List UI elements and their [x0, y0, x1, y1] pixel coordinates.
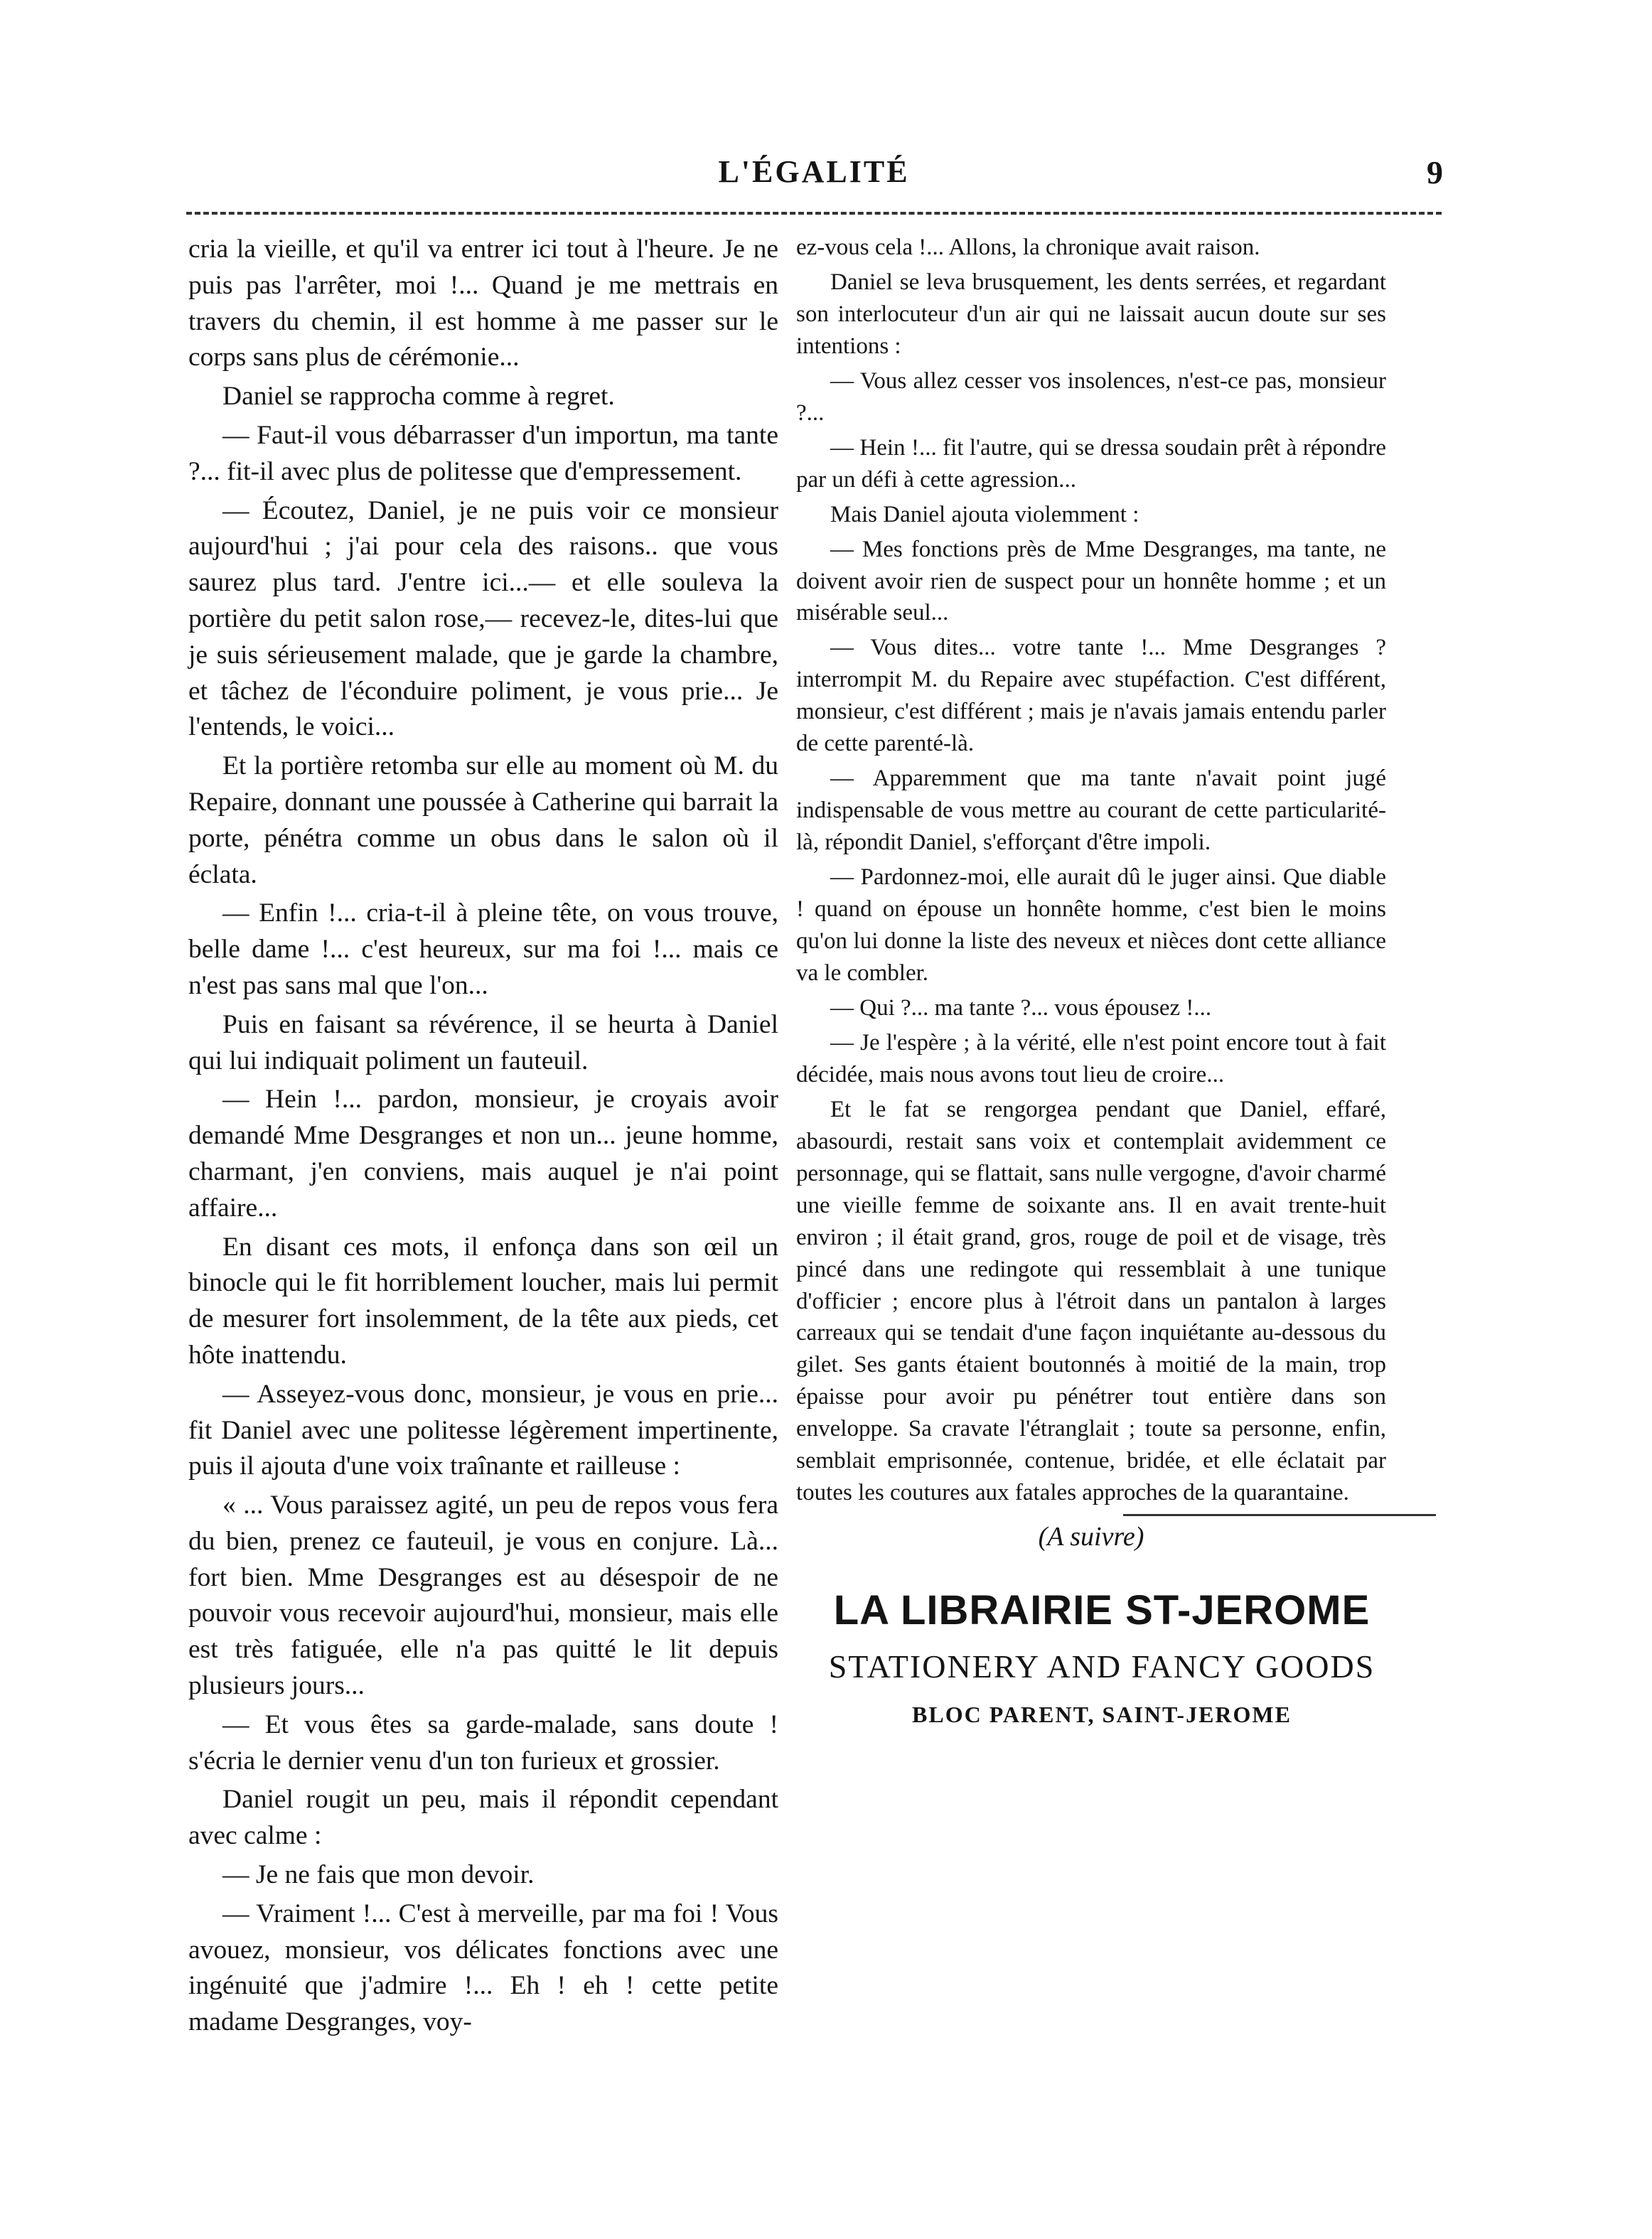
paragraph: — Vraiment !... C'est à merveille, par ma foi ! Vous avouez, monsieur, vos délicates fonctions avec une ingénuité que j'admire !... Eh ! eh ! cette petite madame Desgranges, voy- — [188, 1899, 778, 2037]
paragraph: cria la vieille, et qu'il va entrer ici tout à l'heure. Je ne puis pas l'arrêter, moi !... Quand je me mettrais en travers du chemin, il est homme à me passer sur le corps sans plus de cérémonie... — [188, 235, 778, 372]
paragraph: — Vous dites... votre tante !... Mme Desgranges ? interrompit M. du Repaire avec stupéfaction. C'est différent, monsieur, c'est différent ; mais je n'avais jamais entendu parler de cette parenté-là. — [796, 635, 1386, 757]
paragraph: — Je l'espère ; à la vérité, elle n'est point encore tout à fait décidée, mais nous avons tout lieu de croire... — [796, 1029, 1386, 1088]
paragraph: — Vous allez cesser vos insolences, n'est-ce pas, monsieur ?... — [796, 367, 1386, 426]
ad-tagline: STATIONERY AND FANCY GOODS — [828, 1648, 1375, 1685]
page-number: 9 — [1427, 154, 1443, 190]
paragraph: ez-vous cela !... Allons, la chronique avait raison. — [796, 235, 1260, 260]
paragraph: — Écoutez, Daniel, je ne puis voir ce monsieur aujourd'hui ; j'ai pour cela des raisons.. que vous saurez plus tard. J'entre ici...— et elle souleva la portière du petit salon rose,— recevez-le, dites-lui que je suis sérieusement malade, que je garde la chambre, et tâchez de l'éconduire poliment, je vous prie... Je l'entends, le voici... — [188, 495, 778, 742]
newspaper-title: L'ÉGALITÉ — [718, 154, 910, 189]
paragraph: — Asseyez-vous donc, monsieur, je vous en prie... fit Daniel avec une politesse légèrement impertinente, puis il ajouta d'une voix traînante et railleuse : — [188, 1379, 778, 1481]
paragraph: Et le fat se rengorgea pendant que Daniel, effaré, abasourdi, restait sans voix et contemplait avidemment ce personnage, qui se flattait, sans nulle vergogne, d'avoir charmé une vieille femme de soixante ans. Il en avait trente-huit environ ; il était grand, gros, rouge de poil et de visage, très pincé dans une redingote qui ressemblait à une tunique d'officier ; encore plus à l'étroit dans un pantalon à larges carreaux qui se tendait d'une façon inquiétante au-dessous du gilet. Ses gants étaient boutonnés à moitié de la main, trop épaisse pour avoir pu pénétrer tout entière dans son enveloppe. Sa cravate l'étranglait ; toute sa personne, enfin, semblait emprisonnée, contenue, bridée, et elle éclatait par toutes les coutures aux fatales approches de la quarantaine. — [796, 1096, 1386, 1506]
page-header — [185, 154, 1443, 203]
right-column — [796, 232, 1386, 1509]
ad-store-name: LA LIBRAIRIE ST-JEROME — [833, 1587, 1371, 1633]
end-rule — [1123, 1514, 1436, 1516]
header-rule — [186, 212, 1442, 215]
paragraph: En disant ces mots, il enfonça dans son œil un binocle qui le fit horriblement loucher, mais lui permit de mesurer fort insolemment, de la tête aux pieds, cet hôte inattendu. — [188, 1232, 778, 1370]
paragraph: — Hein !... fit l'autre, qui se dressa soudain prêt à répondre par un défi à cette agression... — [796, 434, 1386, 493]
paragraph: Daniel rougit un peu, mais il répondit cependant avec calme : — [188, 1785, 778, 1851]
paragraph: « ... Vous paraissez agité, un peu de repos vous fera du bien, prenez ce fauteuil, je vous en conjure. Là... fort bien. Mme Desgranges est au désespoir de ne pouvoir vous recevoir aujourd'hui, monsieur, mais elle est très fatiguée, elle n'a pas quitté le lit depuis plusieurs jours... — [188, 1491, 778, 1701]
paragraph: Daniel se leva brusquement, les dents serrées, et regardant son interlocuteur d'un air qui ne laissait aucun doute sur ses intentions : — [796, 269, 1386, 359]
to-be-continued: (A suivre) — [1038, 1522, 1144, 1552]
paragraph: — Mes fonctions près de Mme Desgranges, ma tante, ne doivent avoir rien de suspect pour un honnête homme ; et un misérable seul... — [796, 536, 1386, 626]
paragraph: — Et vous êtes sa garde-malade, sans doute ! s'écria le dernier venu d'un ton furieux et grossier. — [188, 1709, 778, 1776]
ad-address: BLOC PARENT, SAINT-JEROME — [912, 1702, 1292, 1727]
paragraph: — Pardonnez-moi, elle aurait dû le juger ainsi. Que diable ! quand on épouse un honnête homme, c'est bien le moins qu'on lui donne la liste des neveux et nièces dont cette alliance va le combler. — [796, 864, 1386, 986]
paragraph: Daniel se rapprocha comme à regret. — [222, 382, 615, 412]
paragraph: Mais Daniel ajouta violemment : — [830, 501, 1139, 527]
left-column — [188, 232, 778, 2041]
paragraph: Et la portière retomba sur elle au moment où M. du Repaire, donnant une poussée à Catherine qui barrait la porte, pénétra comme un obus dans le salon où il éclata. — [188, 751, 778, 889]
paragraph: — Qui ?... ma tante ?... vous épousez !... — [830, 994, 1212, 1021]
paragraph: — Apparemment que ma tante n'avait point jugé indispensable de vous mettre au courant de cette particularité-là, répondit Daniel, s'efforçant d'être impoli. — [796, 766, 1386, 856]
paragraph: — Je ne fais que mon devoir. — [222, 1860, 535, 1890]
paragraph: Puis en faisant sa révérence, il se heurta à Daniel qui lui indiquait poliment un fauteuil. — [188, 1009, 778, 1075]
paragraph: — Hein !... pardon, monsieur, je croyais avoir demandé Mme Desgranges et non un... jeune homme, charmant, j'en conviens, mais auquel je n'ai point affaire... — [188, 1085, 778, 1223]
paragraph: — Enfin !... cria-t-il à pleine tête, on vous trouve, belle dame !... c'est heureux, sur ma foi !... mais ce n'est pas sans mal que l'on... — [188, 898, 778, 1000]
paragraph: — Faut-il vous débarrasser d'un importun, ma tante ?... fit-il avec plus de politesse que d'empressement. — [188, 420, 778, 486]
